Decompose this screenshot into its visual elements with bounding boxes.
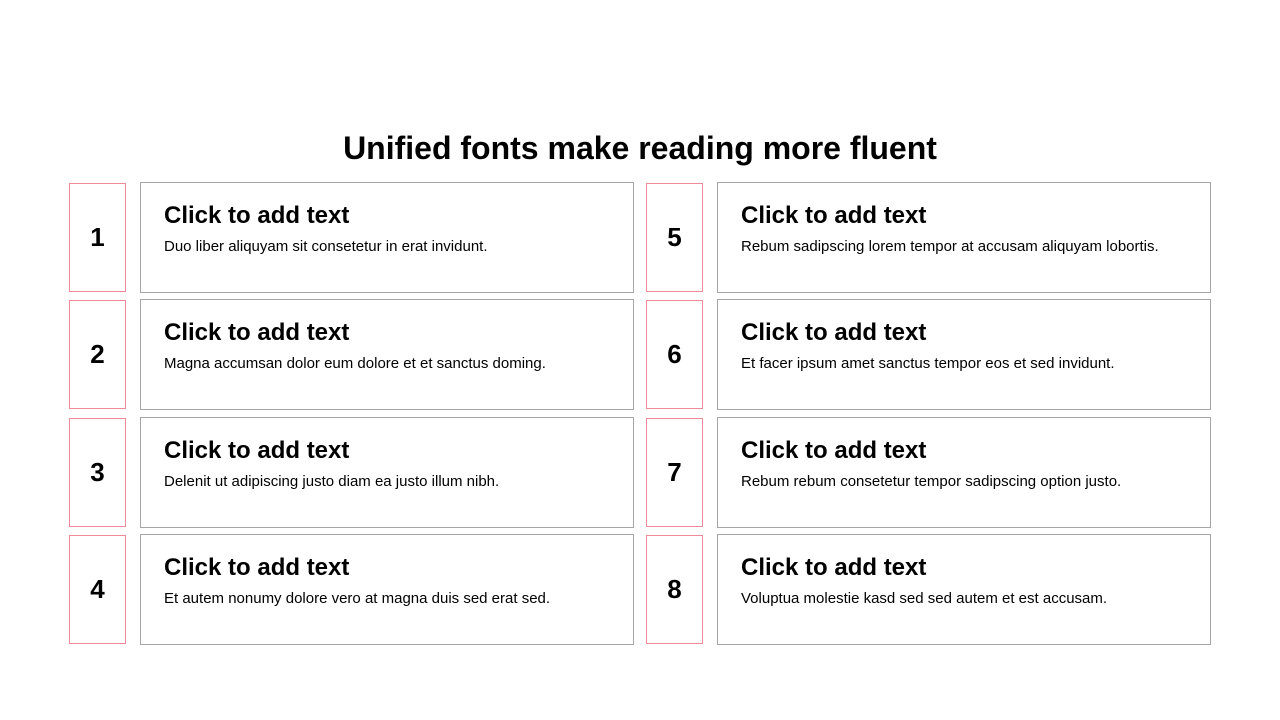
item-text-box-8[interactable] — [717, 534, 1211, 645]
item-description-4: Et autem nonumy dolore vero at magna duis sed erat sed. — [164, 590, 551, 607]
item-heading-6: Click to add text — [741, 319, 927, 346]
item-heading-1: Click to add text — [164, 202, 350, 229]
item-heading-2: Click to add text — [164, 319, 350, 346]
item-text-box-7[interactable] — [717, 417, 1211, 528]
item-number-1[interactable]: 1 — [69, 183, 126, 292]
item-heading-8: Click to add text — [741, 554, 927, 581]
item-heading-5: Click to add text — [741, 202, 927, 229]
item-text-box-4[interactable] — [140, 534, 634, 645]
item-description-8: Voluptua molestie kasd sed sed autem et est accusam. — [741, 590, 1108, 607]
item-text-box-5[interactable] — [717, 182, 1211, 293]
item-description-6: Et facer ipsum amet sanctus tempor eos et sed invidunt. — [741, 355, 1115, 372]
item-heading-4: Click to add text — [164, 554, 350, 581]
item-text-box-1[interactable] — [140, 182, 634, 293]
item-description-3: Delenit ut adipiscing justo diam ea justo illum nibh. — [164, 473, 500, 490]
slide-title[interactable]: Unified fonts make reading more fluent — [343, 130, 937, 166]
item-number-8[interactable]: 8 — [646, 535, 703, 644]
item-number-2[interactable]: 2 — [69, 300, 126, 409]
item-heading-3: Click to add text — [164, 437, 350, 464]
item-text-box-6[interactable] — [717, 299, 1211, 410]
item-text-box-2[interactable] — [140, 299, 634, 410]
item-description-1: Duo liber aliquyam sit consetetur in erat invidunt. — [164, 238, 488, 255]
item-heading-7: Click to add text — [741, 437, 927, 464]
item-number-5[interactable]: 5 — [646, 183, 703, 292]
item-number-6[interactable]: 6 — [646, 300, 703, 409]
item-description-7: Rebum rebum consetetur tempor sadipscing option justo. — [741, 473, 1122, 490]
item-number-7[interactable]: 7 — [646, 418, 703, 527]
item-description-5: Rebum sadipscing lorem tempor at accusam aliquyam lobortis. — [741, 238, 1159, 255]
item-text-box-3[interactable] — [140, 417, 634, 528]
item-number-4[interactable]: 4 — [69, 535, 126, 644]
item-description-2: Magna accumsan dolor eum dolore et et sanctus doming. — [164, 355, 546, 372]
item-number-3[interactable]: 3 — [69, 418, 126, 527]
